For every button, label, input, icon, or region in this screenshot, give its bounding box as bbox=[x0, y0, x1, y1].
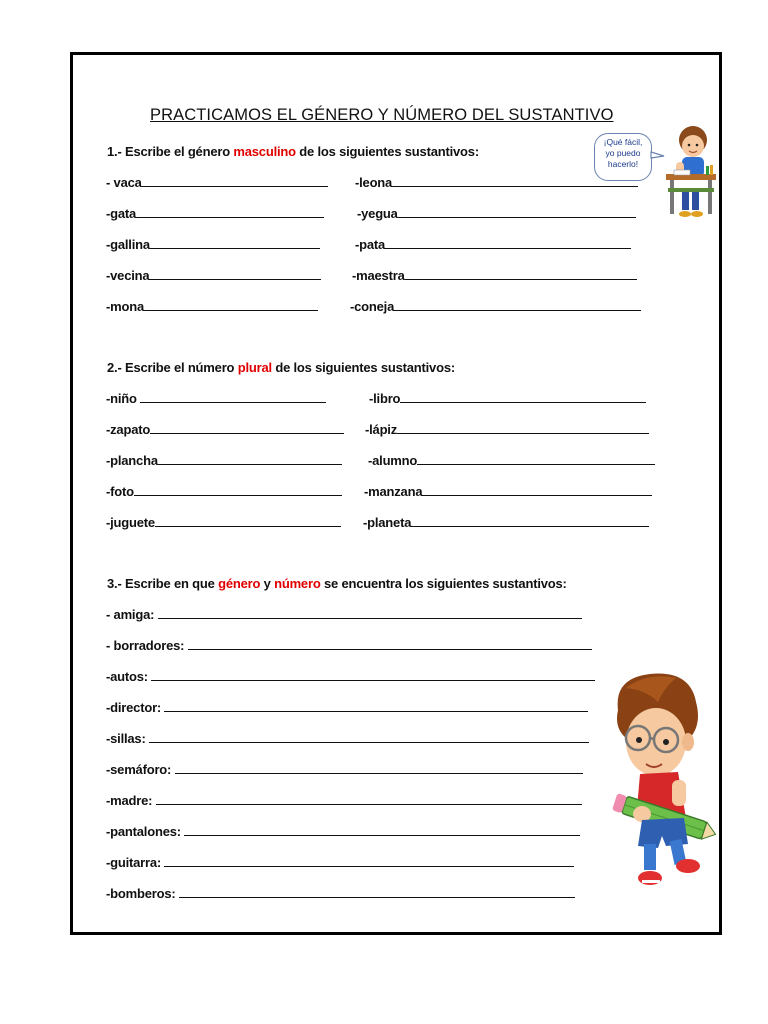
exercise-row[interactable] bbox=[106, 793, 582, 808]
word-label: -madre: bbox=[106, 793, 156, 808]
exercise-row[interactable] bbox=[106, 731, 589, 746]
answer-blank[interactable] bbox=[411, 515, 649, 527]
word-label: -yegua bbox=[357, 206, 398, 221]
exercise-row[interactable] bbox=[355, 237, 631, 252]
exercise-row[interactable] bbox=[106, 175, 328, 190]
answer-blank[interactable] bbox=[422, 484, 652, 496]
exercise-row[interactable] bbox=[106, 700, 588, 715]
word-label: -gallina bbox=[106, 237, 150, 252]
bubble-line: hacerlo! bbox=[607, 159, 639, 169]
word-label: -mona bbox=[106, 299, 145, 314]
section1-highlight: masculino bbox=[233, 144, 296, 159]
answer-blank[interactable] bbox=[134, 484, 342, 496]
answer-blank[interactable] bbox=[150, 422, 344, 434]
word-label: -director: bbox=[106, 700, 165, 715]
answer-blank[interactable] bbox=[142, 175, 328, 187]
word-label: -leona bbox=[355, 175, 393, 190]
word-label: -zapato bbox=[106, 422, 151, 437]
answer-blank[interactable] bbox=[151, 669, 595, 681]
word-label: -juguete bbox=[106, 515, 155, 530]
answer-blank[interactable] bbox=[385, 237, 631, 249]
exercise-row[interactable] bbox=[368, 453, 655, 468]
answer-blank[interactable] bbox=[164, 855, 574, 867]
exercise-row[interactable] bbox=[365, 422, 649, 437]
answer-blank[interactable] bbox=[158, 607, 582, 619]
answer-blank[interactable] bbox=[149, 731, 589, 743]
word-label: -foto bbox=[106, 484, 134, 499]
exercise-row[interactable] bbox=[106, 515, 341, 530]
word-label: -planeta bbox=[363, 515, 412, 530]
word-label: - vaca bbox=[106, 175, 142, 190]
word-label: -vecina bbox=[106, 268, 150, 283]
exercise-row[interactable] bbox=[106, 391, 326, 406]
word-label: -sillas: bbox=[106, 731, 149, 746]
answer-blank[interactable] bbox=[144, 299, 318, 311]
word-label: -libro bbox=[369, 391, 401, 406]
section2-highlight: plural bbox=[237, 360, 272, 375]
answer-blank[interactable] bbox=[417, 453, 655, 465]
answer-blank[interactable] bbox=[149, 268, 321, 280]
section3-heading bbox=[107, 576, 567, 591]
bubble-line: yo puedo bbox=[605, 148, 641, 158]
exercise-row[interactable] bbox=[357, 206, 636, 221]
exercise-row[interactable] bbox=[364, 484, 652, 499]
answer-blank[interactable] bbox=[158, 453, 342, 465]
section3-prefix: 3.- Escribe en que bbox=[107, 576, 219, 591]
answer-blank[interactable] bbox=[400, 391, 646, 403]
exercise-row[interactable] bbox=[106, 855, 574, 870]
exercise-row[interactable] bbox=[106, 268, 321, 283]
answer-blank[interactable] bbox=[397, 422, 649, 434]
section2-heading bbox=[107, 360, 455, 375]
word-label: -pantalones: bbox=[106, 824, 185, 839]
exercise-row[interactable] bbox=[106, 824, 580, 839]
page-title: PRACTICAMOS EL GÉNERO Y NÚMERO DEL SUSTANTIVO bbox=[150, 106, 614, 124]
word-label: -niño bbox=[106, 391, 141, 406]
section1-prefix: 1.- Escribe el género bbox=[107, 144, 234, 159]
speech-bubble bbox=[594, 133, 652, 181]
word-label: -plancha bbox=[106, 453, 158, 468]
answer-blank[interactable] bbox=[150, 237, 320, 249]
answer-blank[interactable] bbox=[156, 793, 582, 805]
exercise-row[interactable] bbox=[352, 268, 637, 283]
section3-suffix: se encuentra los siguientes sustantivos: bbox=[320, 576, 567, 591]
word-label: -manzana bbox=[364, 484, 423, 499]
exercise-row[interactable] bbox=[106, 484, 342, 499]
answer-blank[interactable] bbox=[164, 700, 588, 712]
exercise-row[interactable] bbox=[106, 453, 342, 468]
exercise-row[interactable] bbox=[106, 669, 595, 684]
word-label: -guitarra: bbox=[106, 855, 165, 870]
exercise-row[interactable] bbox=[106, 886, 575, 901]
exercise-row[interactable] bbox=[369, 391, 646, 406]
answer-blank[interactable] bbox=[179, 886, 575, 898]
answer-blank[interactable] bbox=[155, 515, 341, 527]
word-label: -gata bbox=[106, 206, 137, 221]
section1-heading bbox=[107, 144, 479, 159]
exercise-row[interactable] bbox=[106, 206, 324, 221]
exercise-row[interactable] bbox=[106, 638, 592, 653]
exercise-row[interactable] bbox=[106, 299, 318, 314]
word-label: -lápiz bbox=[365, 422, 398, 437]
answer-blank[interactable] bbox=[175, 762, 583, 774]
word-label: -bomberos: bbox=[106, 886, 179, 901]
word-label: -alumno bbox=[368, 453, 418, 468]
bubble-line: ¡Qué fácil, bbox=[603, 137, 643, 147]
exercise-row[interactable] bbox=[106, 607, 582, 622]
section3-highlight-genero: género bbox=[218, 576, 261, 591]
exercise-row[interactable] bbox=[106, 762, 583, 777]
answer-blank[interactable] bbox=[394, 299, 641, 311]
word-label: -semáforo: bbox=[106, 762, 175, 777]
section2-suffix: de los siguientes sustantivos: bbox=[271, 360, 455, 375]
exercise-row[interactable] bbox=[355, 175, 638, 190]
answer-blank[interactable] bbox=[140, 391, 326, 403]
section3-middle: y bbox=[260, 576, 275, 591]
word-label: -autos: bbox=[106, 669, 152, 684]
word-label: -coneja bbox=[350, 299, 395, 314]
word-label: -maestra bbox=[352, 268, 405, 283]
boy-with-pencil-illustration bbox=[606, 668, 718, 896]
boy-at-desk-illustration bbox=[660, 120, 720, 222]
word-label: -pata bbox=[355, 237, 386, 252]
exercise-row[interactable] bbox=[106, 422, 344, 437]
answer-blank[interactable] bbox=[405, 268, 637, 280]
exercise-row[interactable] bbox=[363, 515, 649, 530]
section2-prefix: 2.- Escribe el número bbox=[107, 360, 238, 375]
answer-blank[interactable] bbox=[188, 638, 592, 650]
word-label: - borradores: bbox=[106, 638, 188, 653]
answer-blank[interactable] bbox=[398, 206, 636, 218]
word-label: - amiga: bbox=[106, 607, 158, 622]
exercise-row[interactable] bbox=[350, 299, 641, 314]
exercise-row[interactable] bbox=[106, 237, 320, 252]
section3-highlight-numero: número bbox=[274, 576, 321, 591]
answer-blank[interactable] bbox=[136, 206, 324, 218]
section1-suffix: de los siguientes sustantivos: bbox=[295, 144, 479, 159]
answer-blank[interactable] bbox=[184, 824, 580, 836]
